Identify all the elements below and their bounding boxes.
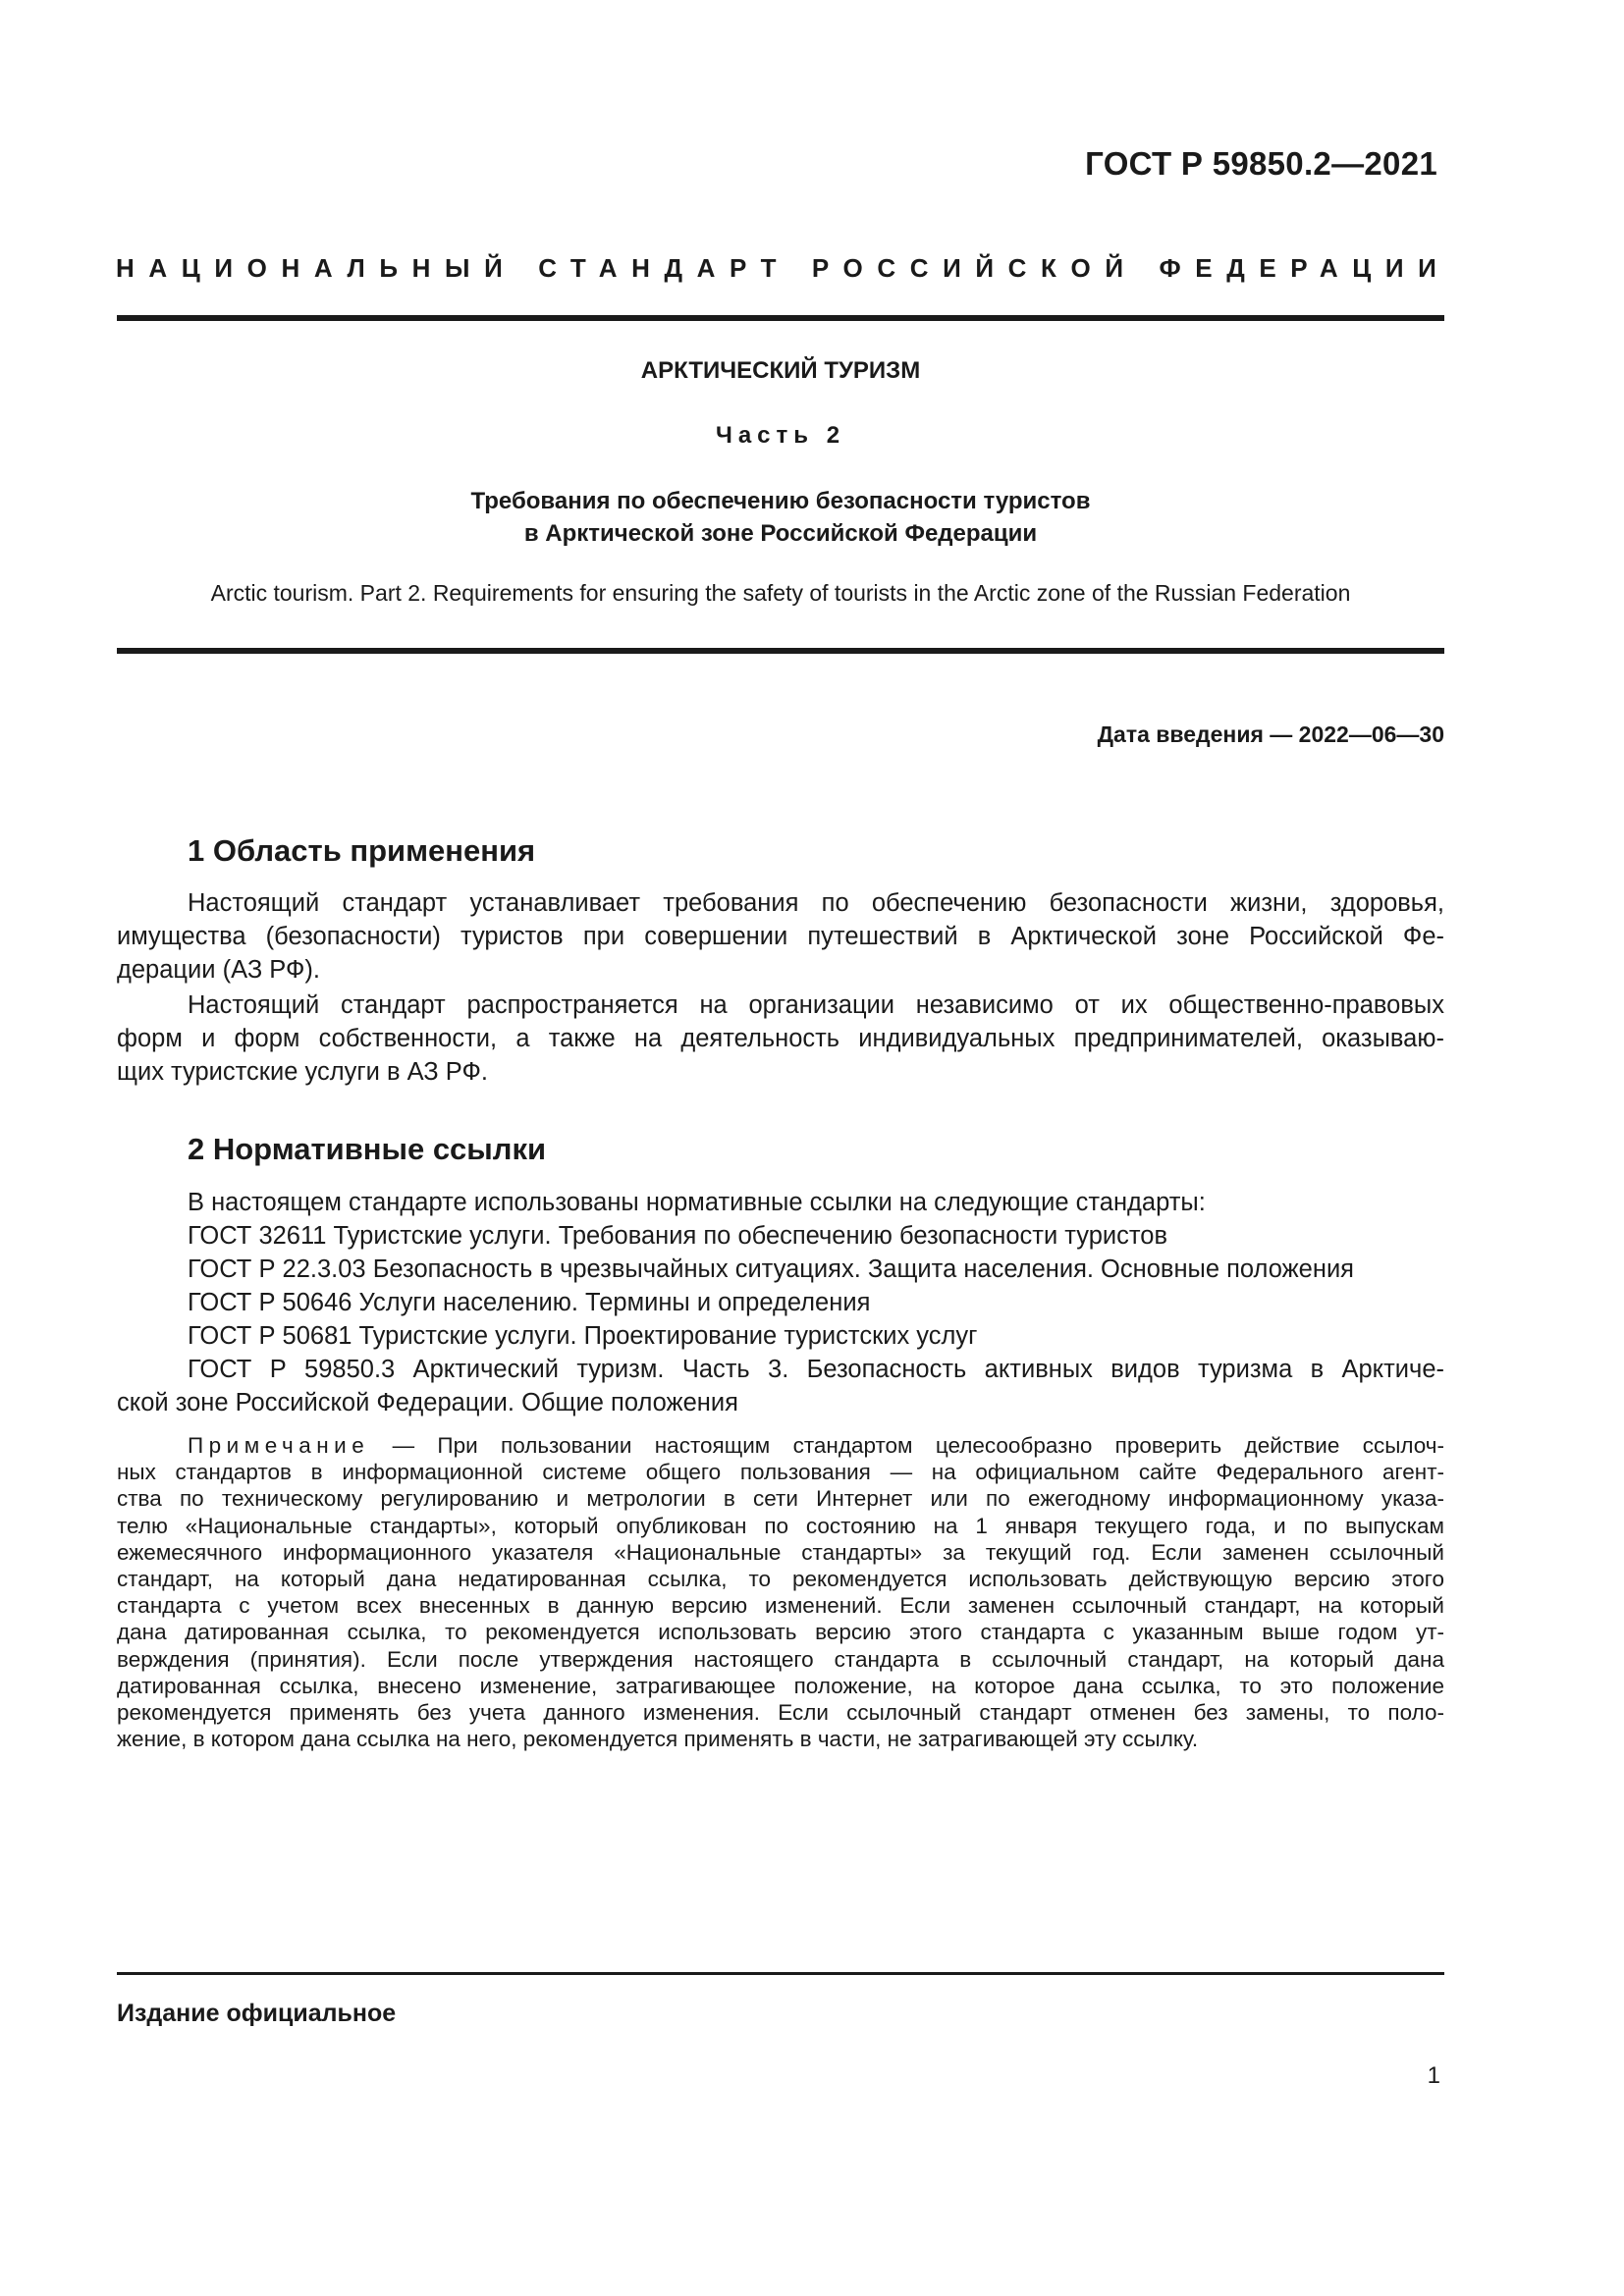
note-line: датированная ссылка, внесено изменение, затрагивающее положение, на которое дана ссылка, то это положение (117, 1673, 1444, 1698)
section-1-heading: 1 Область применения (188, 833, 536, 868)
note-line: стандарт, на который дана недатированная ссылка, то рекомендуется использовать действующую версию этого (117, 1567, 1444, 1592)
document-code: ГОСТ Р 59850.2—2021 (1085, 145, 1437, 182)
note-line: ных стандартов в информационной системе общего пользования — на официальном сайте Федерального агент- (117, 1460, 1444, 1485)
national-standard-banner: НАЦИОНАЛЬНЫЙ СТАНДАРТ РОССИЙСКОЙ ФЕДЕРАЦИИ (116, 253, 1451, 283)
official-edition-label: Издание официальное (117, 2000, 397, 2027)
references-intro: В настоящем стандарте использованы нормативные ссылки на следующие стандарты: (188, 1189, 1206, 1216)
footer-divider (117, 1972, 1444, 1975)
note-line: ства по техническому регулированию и метрологии в сети Интернет или по ежегодному информационному указа- (117, 1486, 1444, 1512)
section-2-references (117, 1186, 1444, 1419)
document-title: АРКТИЧЕСКИЙ ТУРИЗМ (640, 357, 921, 384)
reference-item: ГОСТ Р 59850.3 Арктический туризм. Часть 3. Безопасность активных видов туризма в Арктиче- (188, 1356, 1444, 1383)
section-1-paragraph-1 (117, 886, 1444, 987)
section-2-heading: 2 Нормативные ссылки (188, 1132, 547, 1166)
note-label: Примечание (188, 1433, 370, 1458)
text-line: дерации (АЗ РФ). (117, 956, 320, 984)
page-number: 1 (1427, 2062, 1440, 2089)
english-title: Arctic tourism. Part 2. Requirements for ensuring the safety of tourists in the Arctic zone of the Russian Federation (210, 580, 1351, 606)
reference-note (117, 1432, 1444, 1752)
title-divider (117, 648, 1444, 654)
note-line: телю «Национальные стандарты», который опубликован по состоянию на 1 января текущего года, и по выпускам (117, 1513, 1444, 1538)
introduction-date: Дата введения — 2022—06—30 (1097, 721, 1444, 747)
note-first-line-text: — При пользовании настоящим стандартом целесообразно проверить действие ссылоч- (369, 1433, 1444, 1458)
note-line: верждения (принятия). Если после утверждения настоящего стандарта в ссылочный стандарт, на который дана (117, 1646, 1444, 1672)
reference-item: ГОСТ Р 50646 Услуги населению. Термины и определения (188, 1289, 871, 1316)
top-divider (117, 315, 1444, 321)
text-line: щих туристские услуги в АЗ РФ. (117, 1058, 488, 1086)
reference-item: ГОСТ 32611 Туристские услуги. Требования по обеспечению безопасности туристов (188, 1222, 1168, 1250)
text-line: Настоящий стандарт распространяется на организации независимо от их общественно-правовых (188, 991, 1444, 1019)
note-first-line (117, 1432, 1444, 1459)
subtitle-line-1: Требования по обеспечению безопасности туристов (470, 488, 1091, 514)
note-line: рекомендуется применять без учета данного изменения. Если ссылочный стандарт отменен без замены, то поло- (117, 1700, 1444, 1726)
section-1-paragraph-2 (117, 988, 1444, 1089)
subtitle-line-2: в Арктической зоне Российской Федерации (523, 520, 1038, 547)
text-line: форм и форм собственности, а также на деятельность индивидуальных предпринимателей, оказываю- (117, 1025, 1444, 1052)
document-subtitle (117, 485, 1444, 550)
document-part: Часть 2 (715, 422, 846, 449)
note-line: жение, в котором дана ссылка на него, рекомендуется применять в части, не затрагивающей эту ссылку. (117, 1727, 1199, 1752)
reference-item: ГОСТ Р 22.3.03 Безопасность в чрезвычайных ситуациях. Защита населения. Основные положения (188, 1255, 1354, 1283)
text-line: имущества (безопасности) туристов при совершении путешествий в Арктической зоне Российской Фе- (117, 923, 1444, 950)
reference-item: ГОСТ Р 50681 Туристские услуги. Проектирование туристских услуг (188, 1322, 978, 1350)
text-line: Настоящий стандарт устанавливает требования по обеспечению безопасности жизни, здоровья, (188, 889, 1444, 917)
note-line: ежемесячного информационного указателя «Национальные стандарты» за текущий год. Если заменен ссылочный (117, 1539, 1444, 1565)
reference-item-continuation: ской зоне Российской Федерации. Общие положения (117, 1389, 738, 1416)
note-line: дана датированная ссылка, то рекомендуется использовать версию этого стандарта с указанным выше годом ут- (117, 1620, 1444, 1645)
note-line: стандарта с учетом всех внесенных в данную версию изменений. Если заменен ссылочный стандарт, на который (117, 1593, 1444, 1619)
